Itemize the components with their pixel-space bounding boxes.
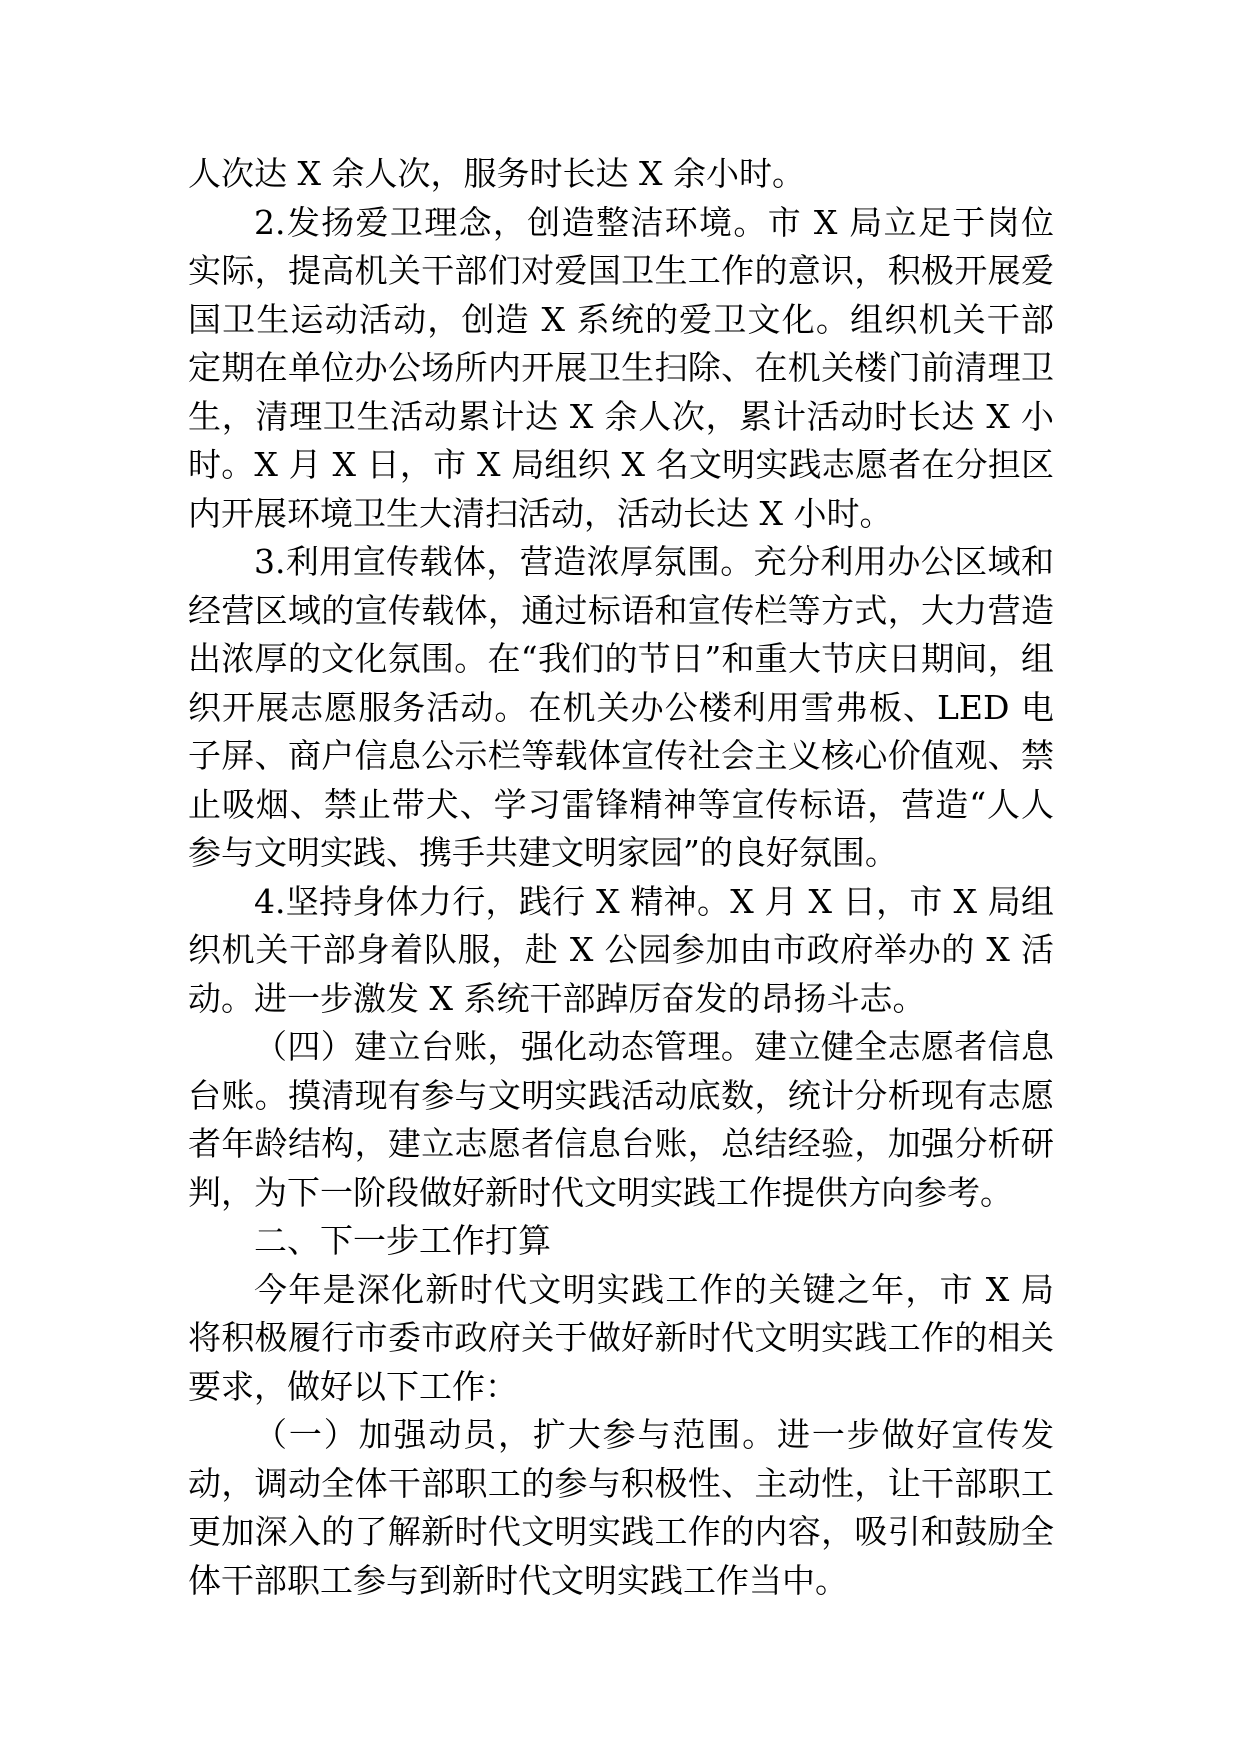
paragraph-continuation: 人次达 X 余人次，服务时长达 X 余小时。 [188,154,805,193]
paragraph-item-2: 2.发扬爱卫理念，创造整洁环境。市 X 局立足于岗位实际，提高机关干部们对爱国卫生工作的意识，积极开展爱国卫生运动活动，创造 X 系统的爱卫文化。组织机关干部定期在单位办公场所内开展卫生扫除、在机关楼门前清理卫生，清理卫生活动累计达 X 余人次，累计活动时长达 X 小时。X 月 X 日，市 X 局组织 X 名文明实践志愿者在分担区内开展环境卫生大清扫活动，活动长达 X 小时。 [188,202,1054,533]
document-page [188,150,1054,1605]
paragraph-section-4: （四）建立台账，强化动态管理。建立健全志愿者信息台账。摸清现有参与文明实践活动底数，统计分析现有志愿者年龄结构，建立志愿者信息台账，总结经验，加强分析研判，为下一阶段做好新时代文明实践工作提供方向参考。 [188,1027,1054,1212]
paragraph-item-4: 4.坚持身体力行，践行 X 精神。X 月 X 日，市 X 局组织机关干部身着队服，赴 X 公园参加由市政府举办的 X 活动。进一步激发 X 系统干部踔厉奋发的昂扬斗志。 [188,881,1054,1018]
paragraph-item-3: 3.利用宣传载体，营造浓厚氛围。充分利用办公区域和经营区域的宣传载体，通过标语和宣传栏等方式，大力营造出浓厚的文化氛围。在“我们的节日”和重大节庆日期间，组织开展志愿服务活动。在机关办公楼利用雪弗板、LED 电子屏、商户信息公示栏等载体宣传社会主义核心价值观、禁止吸烟、禁止带犬、学习雷锋精神等宣传标语，营造“人人参与文明实践、携手共建文明家园”的良好氛围。 [188,542,1054,872]
paragraph-next-step-1: （一）加强动员，扩大参与范围。进一步做好宣传发动，调动全体干部职工的参与积极性、主动性，让干部职工更加深入的了解新时代文明实践工作的内容，吸引和鼓励全体干部职工参与到新时代文明实践工作当中。 [188,1415,1054,1600]
paragraph-intro-next-steps: 今年是深化新时代文明实践工作的关键之年，市 X 局将积极履行市委市政府关于做好新时代文明实践工作的相关要求，做好以下工作： [188,1269,1054,1406]
section-heading-next-steps: 二、下一步工作打算 [254,1221,551,1260]
